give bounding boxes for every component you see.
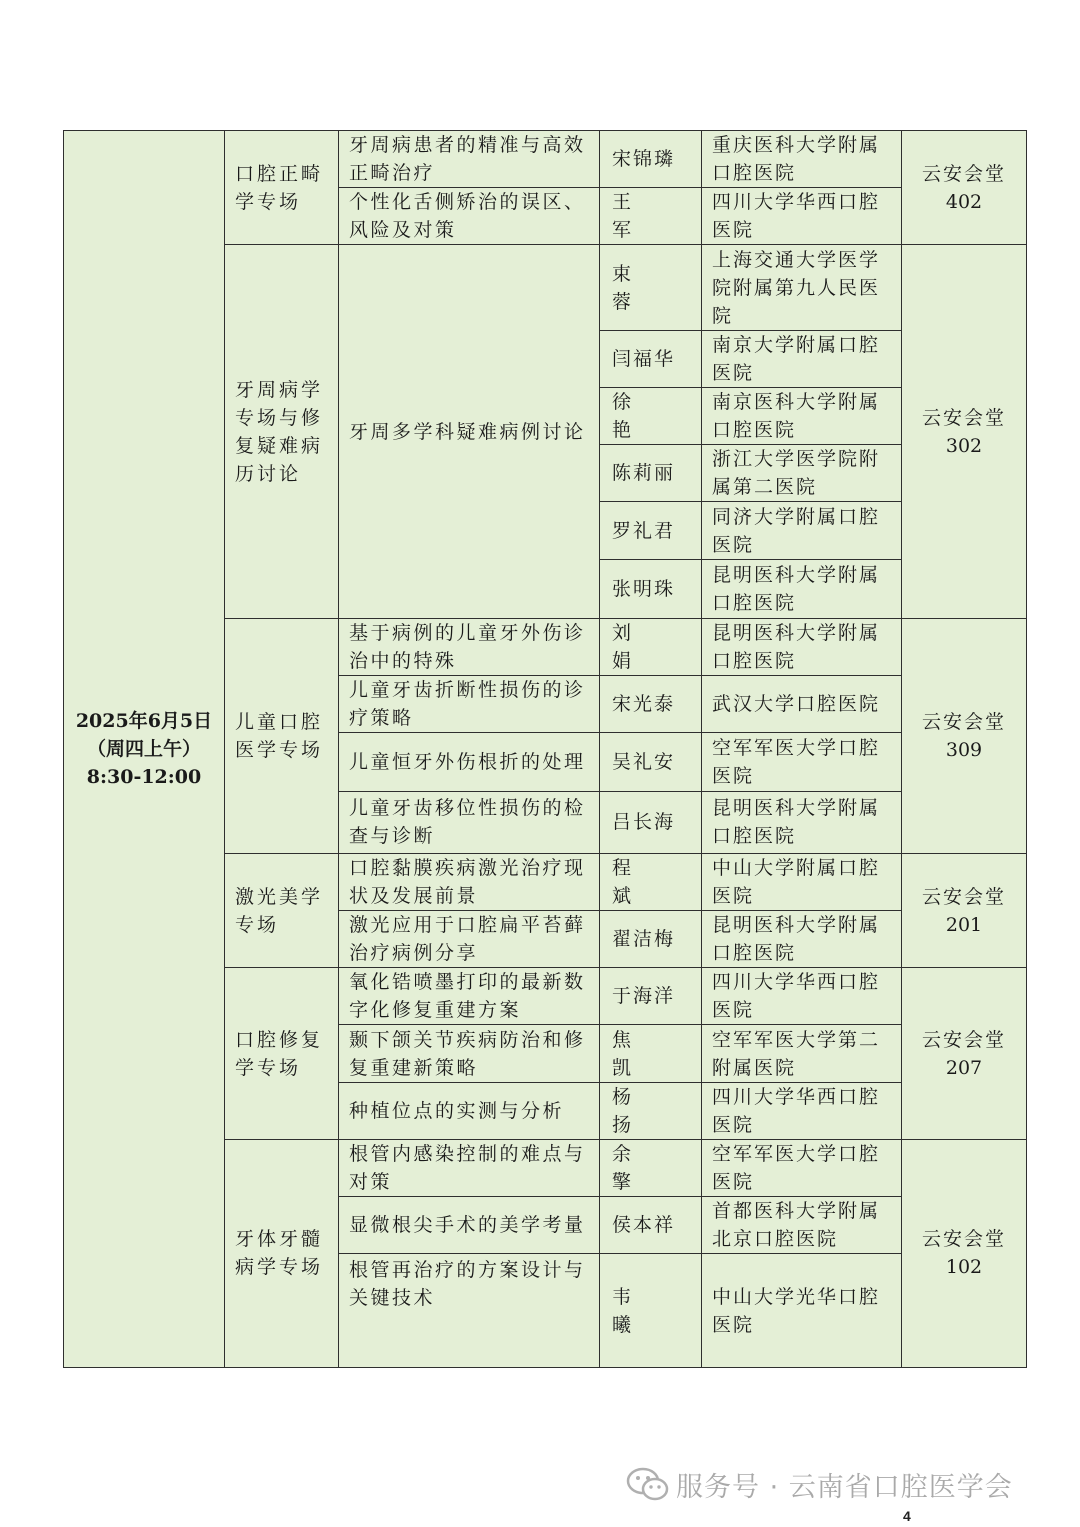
- speaker-name: 韦 曦: [600, 1254, 702, 1368]
- speaker-name: 焦 凯: [600, 1025, 702, 1082]
- session-name: 激光美学专场: [225, 853, 339, 967]
- time-line: 8:30-12:00: [86, 766, 202, 788]
- speaker-name: 余 擎: [600, 1139, 702, 1196]
- room-number: 207: [945, 1056, 983, 1079]
- speaker-name: 吕长海: [600, 791, 702, 853]
- room-cell: [902, 618, 1027, 853]
- room-number: 201: [945, 913, 983, 936]
- room-label: 云安会堂: [921, 1028, 1006, 1051]
- talk-topic: 牙周病患者的精准与高效正畸治疗: [339, 131, 600, 188]
- speaker-name: 张明珠: [600, 559, 702, 618]
- room-label: 云安会堂: [921, 406, 1006, 429]
- speaker-institution: 昆明医科大学附属口腔医院: [702, 911, 902, 968]
- room-number: 302: [945, 434, 983, 457]
- talk-topic: 儿童恒牙外伤根折的处理: [339, 733, 600, 791]
- speaker-institution: 空军军医大学第二附属医院: [702, 1025, 902, 1082]
- room-cell: [902, 968, 1027, 1140]
- room-cell: [902, 245, 1027, 618]
- speaker-name: 侯本祥: [600, 1197, 702, 1254]
- session-name: 牙周病学专场与修复疑难病历讨论: [225, 245, 339, 618]
- date-cell: [64, 131, 225, 1368]
- speaker-name: 闫福华: [600, 330, 702, 387]
- speaker-institution: 昆明医科大学附属口腔医院: [702, 791, 902, 853]
- speaker-institution: 昆明医科大学附属口腔医院: [702, 618, 902, 675]
- talk-topic: 根管再治疗的方案设计与关键技术: [339, 1254, 600, 1368]
- page-number: 4: [903, 1508, 911, 1524]
- speaker-institution: 同济大学附属口腔医院: [702, 502, 902, 559]
- speaker-name: 陈莉丽: [600, 445, 702, 502]
- room-label: 云安会堂: [921, 710, 1006, 733]
- conference-schedule-table: [63, 130, 1027, 1368]
- room-number: 402: [945, 190, 983, 213]
- talk-topic: 儿童牙齿移位性损伤的检查与诊断: [339, 791, 600, 853]
- talk-topic: 基于病例的儿童牙外伤诊治中的特殊: [339, 618, 600, 675]
- speaker-name: 于海洋: [600, 968, 702, 1025]
- talk-topic: 显微根尖手术的美学考量: [339, 1197, 600, 1254]
- speaker-institution: 四川大学华西口腔医院: [702, 188, 902, 245]
- speaker-name: 程 斌: [600, 853, 702, 910]
- session-name: 牙体牙髓病学专场: [225, 1139, 339, 1367]
- speaker-institution: 四川大学华西口腔医院: [702, 968, 902, 1025]
- room-label: 云安会堂: [921, 1228, 1006, 1251]
- speaker-institution: 上海交通大学医学院附属第九人民医院: [702, 245, 902, 330]
- weekday-line: （周四上午）: [86, 738, 201, 760]
- speaker-institution: 空军军医大学口腔医院: [702, 733, 902, 791]
- room-label: 云安会堂: [921, 162, 1006, 185]
- talk-topic: 氧化锆喷墨打印的最新数字化修复重建方案: [339, 968, 600, 1025]
- speaker-institution: 重庆医科大学附属口腔医院: [702, 131, 902, 188]
- session-name: 口腔修复学专场: [225, 968, 339, 1140]
- speaker-name: 杨 扬: [600, 1082, 702, 1139]
- session-name: 口腔正畸学专场: [225, 131, 339, 245]
- room-cell: [902, 853, 1027, 967]
- room-label: 云安会堂: [921, 885, 1006, 908]
- speaker-name: 徐 艳: [600, 388, 702, 445]
- speaker-name: 翟洁梅: [600, 911, 702, 968]
- date-line: 2025年6月5日: [75, 710, 213, 732]
- wechat-icon: [626, 1466, 670, 1502]
- room-number: 309: [945, 738, 983, 761]
- room-cell: [902, 1139, 1027, 1367]
- speaker-institution: 中山大学附属口腔医院: [702, 853, 902, 910]
- speaker-institution: 空军军医大学口腔医院: [702, 1139, 902, 1196]
- speaker-institution: 四川大学华西口腔医院: [702, 1082, 902, 1139]
- talk-topic: 口腔黏膜疾病激光治疗现状及发展前景: [339, 853, 600, 910]
- speaker-name: 吴礼安: [600, 733, 702, 791]
- speaker-institution: 中山大学光华口腔医院: [702, 1254, 902, 1368]
- speaker-institution: 武汉大学口腔医院: [702, 676, 902, 733]
- talk-topic: 牙周多学科疑难病例讨论: [339, 245, 600, 618]
- watermark-text: 服务号 · 云南省口腔医学会: [676, 1471, 1013, 1503]
- room-number: 102: [945, 1256, 983, 1279]
- speaker-name: 罗礼君: [600, 502, 702, 559]
- footer-watermark: [626, 1462, 1013, 1506]
- speaker-institution: 南京大学附属口腔医院: [702, 330, 902, 387]
- talk-topic: 种植位点的实测与分析: [339, 1082, 600, 1139]
- speaker-institution: 南京医科大学附属口腔医院: [702, 388, 902, 445]
- table-row: [64, 131, 1027, 188]
- speaker-name: 刘 娟: [600, 618, 702, 675]
- speaker-name: 宋锦璘: [600, 131, 702, 188]
- talk-topic: 激光应用于口腔扁平苔藓治疗病例分享: [339, 911, 600, 968]
- speaker-institution: 首都医科大学附属北京口腔医院: [702, 1197, 902, 1254]
- talk-topic: 颞下颌关节疾病防治和修复重建新策略: [339, 1025, 600, 1082]
- speaker-institution: 昆明医科大学附属口腔医院: [702, 559, 902, 618]
- speaker-name: 王 军: [600, 188, 702, 245]
- room-cell: [902, 131, 1027, 245]
- talk-topic: 儿童牙齿折断性损伤的诊疗策略: [339, 676, 600, 733]
- talk-topic: 个性化舌侧矫治的误区、风险及对策: [339, 188, 600, 245]
- talk-topic: 根管内感染控制的难点与对策: [339, 1139, 600, 1196]
- session-name: 儿童口腔医学专场: [225, 618, 339, 853]
- speaker-name: 宋光泰: [600, 676, 702, 733]
- speaker-institution: 浙江大学医学院附属第二医院: [702, 445, 902, 502]
- speaker-name: 束 蓉: [600, 245, 702, 330]
